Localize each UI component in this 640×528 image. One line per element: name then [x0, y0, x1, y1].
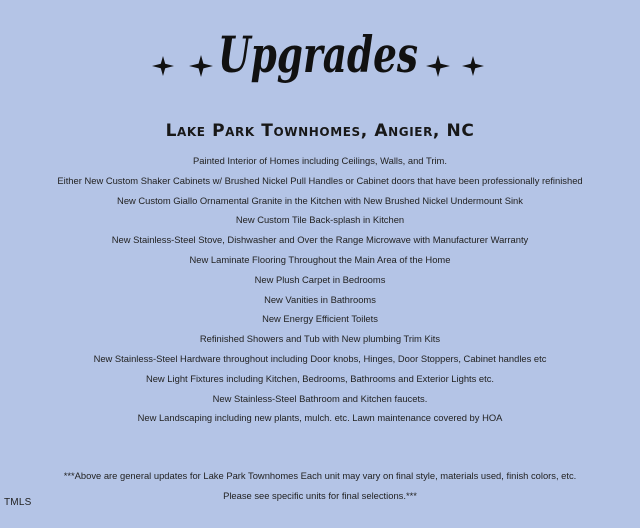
four-point-star-icon [152, 56, 174, 76]
flyer-title: Upgrades [218, 25, 418, 84]
four-point-star-icon [426, 55, 450, 77]
upgrade-item: New Stainless-Steel Bathroom and Kitchen faucets. [212, 392, 428, 404]
property-subtitle: Lake Park Townhomes, Angier, NC [165, 121, 475, 141]
upgrade-item: New Energy Efficient Toilets [262, 313, 378, 325]
four-point-star-icon [462, 56, 484, 76]
upgrade-item: New Landscaping including new plants, mulch. etc. Lawn maintenance covered by HOA [137, 412, 503, 424]
disclaimer-line: ***Above are general updates for Lake Park Townhomes Each unit may vary on final style, materials used, finish colors, etc. [63, 470, 577, 481]
title-banner [0, 12, 640, 102]
upgrade-item: Either New Custom Shaker Cabinets w/ Brushed Nickel Pull Handles or Cabinet doors that have been professionally refinished [57, 174, 583, 186]
upgrade-item: New Custom Giallo Ornamental Granite in the Kitchen with New Brushed Nickel Undermount Sink [117, 194, 523, 206]
upgrade-item: New Laminate Flooring Throughout the Main Area of the Home [189, 253, 451, 265]
upgrade-item: Refinished Showers and Tub with New plumbing Trim Kits [199, 333, 441, 345]
source-watermark: TMLS [4, 497, 32, 508]
upgrade-item: Painted Interior of Homes including Ceilings, Walls, and Trim. [193, 155, 447, 166]
upgrade-item: New Custom Tile Back-splash in Kitchen [235, 214, 405, 226]
upgrades-list [0, 151, 640, 428]
title-banner-graphic [0, 12, 640, 102]
four-point-star-icon [189, 55, 213, 77]
upgrade-item: New Light Fixtures including Kitchen, Bedrooms, Bathrooms and Exterior Lights etc. [145, 372, 495, 384]
upgrade-item: New Stainless-Steel Hardware throughout including Door knobs, Hinges, Door Stoppers, Cabinet handles etc [93, 352, 547, 364]
disclaimer-notes [0, 466, 640, 506]
upgrade-item: New Stainless-Steel Stove, Dishwasher and Over the Range Microwave with Manufacturer Warranty [111, 234, 529, 246]
disclaimer-line: Please see specific units for final selections.*** [223, 490, 417, 501]
upgrade-item: New Plush Carpet in Bedrooms [254, 273, 386, 285]
upgrade-item: New Vanities in Bathrooms [264, 293, 376, 305]
